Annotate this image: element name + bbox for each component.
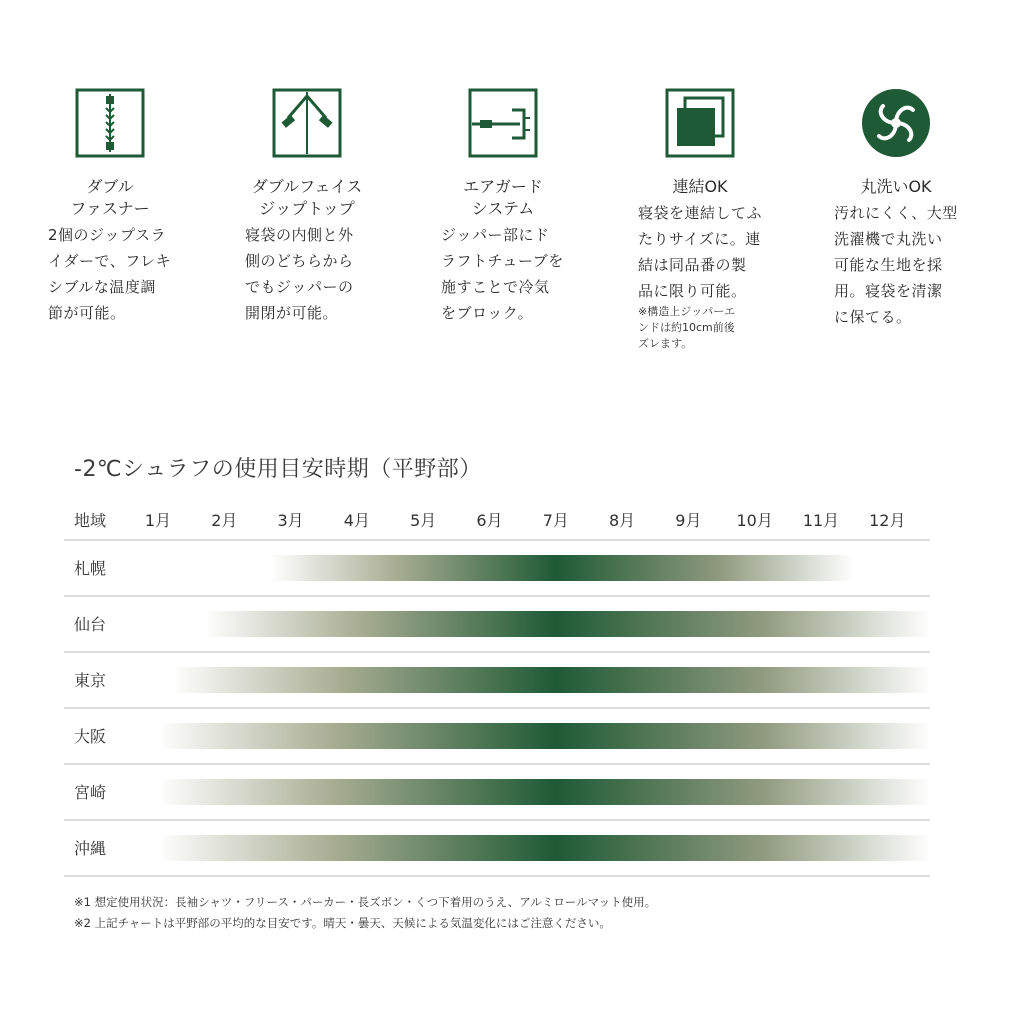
- washable-icon: [861, 88, 931, 158]
- usage-period-bar: [158, 723, 930, 749]
- month-tick-label: 11月: [802, 511, 840, 530]
- month-tick-label: 12月: [869, 511, 906, 530]
- usage-period-bar: [271, 555, 854, 581]
- month-tick-label: 5月: [410, 511, 437, 530]
- region-label: 大阪: [74, 727, 107, 746]
- month-tick-label: 3月: [277, 511, 304, 530]
- chart-title: -2℃シュラフの使用目安時期（平野部）: [74, 457, 482, 482]
- feature-title: ダブルフェイス ジップトップ: [251, 177, 363, 218]
- feature-title: 連結OK: [672, 177, 728, 196]
- month-tick-label: 9月: [675, 511, 702, 530]
- feature-title: エアガード システム: [463, 177, 543, 218]
- connectable-icon: [665, 88, 735, 158]
- feature-double-fastener: [30, 88, 190, 326]
- feature-description: 2個のジップスラ イダーで、フレキ シブルな温度調 節が可能。: [48, 226, 172, 322]
- double-face-zip-top-icon: [272, 88, 342, 158]
- region-label: 仙台: [74, 615, 107, 634]
- feature-title: ダブル ファスナー: [70, 177, 150, 218]
- month-tick-label: 2月: [211, 511, 238, 530]
- month-tick-label: 6月: [476, 511, 503, 530]
- feature-description: 汚れにくく、大型 洗濯機で丸洗い 可能な生地を採 用。寝袋を清潔 に保てる。: [834, 204, 958, 326]
- footnotes: [74, 892, 656, 934]
- feature-description: ジッパー部にド ラフトチューブを 施すことで冷気 をブロック。: [441, 226, 564, 322]
- row-header-label: 地域: [74, 511, 107, 530]
- region-label: 宮崎: [74, 783, 107, 802]
- double-fastener-icon: [75, 88, 145, 158]
- month-tick-label: 8月: [609, 511, 636, 530]
- month-tick-label: 4月: [343, 511, 370, 530]
- feature-description: 寝袋の内側と外 側のどちらから でもジッパーの 開閉が可能。: [245, 226, 354, 322]
- region-label: 東京: [74, 671, 107, 690]
- month-tick-label: 1月: [144, 511, 172, 530]
- feature-note: ※構造上ジッパーエ ンドは約10cm前後 ズレます。: [638, 305, 736, 350]
- feature-air-guard-system: [423, 88, 583, 326]
- month-tick-label: 7月: [542, 511, 569, 530]
- feature-title: 丸洗いOK: [860, 177, 932, 196]
- feature-connectable: [620, 88, 780, 352]
- footnote-2: ※2 上記チャートは平野部の平均的な目安です。晴天・曇天、天候による気温変化にはご注意ください。: [74, 916, 611, 930]
- region-label: 沖縄: [74, 839, 107, 858]
- usage-period-chart: [0, 490, 1010, 880]
- month-tick-label: 10月: [736, 511, 773, 530]
- feature-washable: [816, 88, 976, 330]
- usage-period-bar: [158, 835, 930, 861]
- feature-double-face-zip-top: [227, 88, 387, 326]
- feature-list: [0, 0, 1010, 400]
- usage-period-bar: [204, 611, 930, 637]
- feature-description: 寝袋を連結してふ たりサイズに。連 結は同品番の製 品に限り可能。: [638, 204, 763, 300]
- air-guard-system-icon: [468, 88, 538, 158]
- usage-period-bar: [158, 779, 930, 805]
- region-label: 札幌: [74, 559, 107, 578]
- usage-period-bar: [171, 667, 930, 693]
- footnote-1: ※1 想定使用状況：長袖シャツ・フリース・パーカー・長ズボン・くつ下着用のうえ、アルミロールマット使用。: [74, 895, 657, 909]
